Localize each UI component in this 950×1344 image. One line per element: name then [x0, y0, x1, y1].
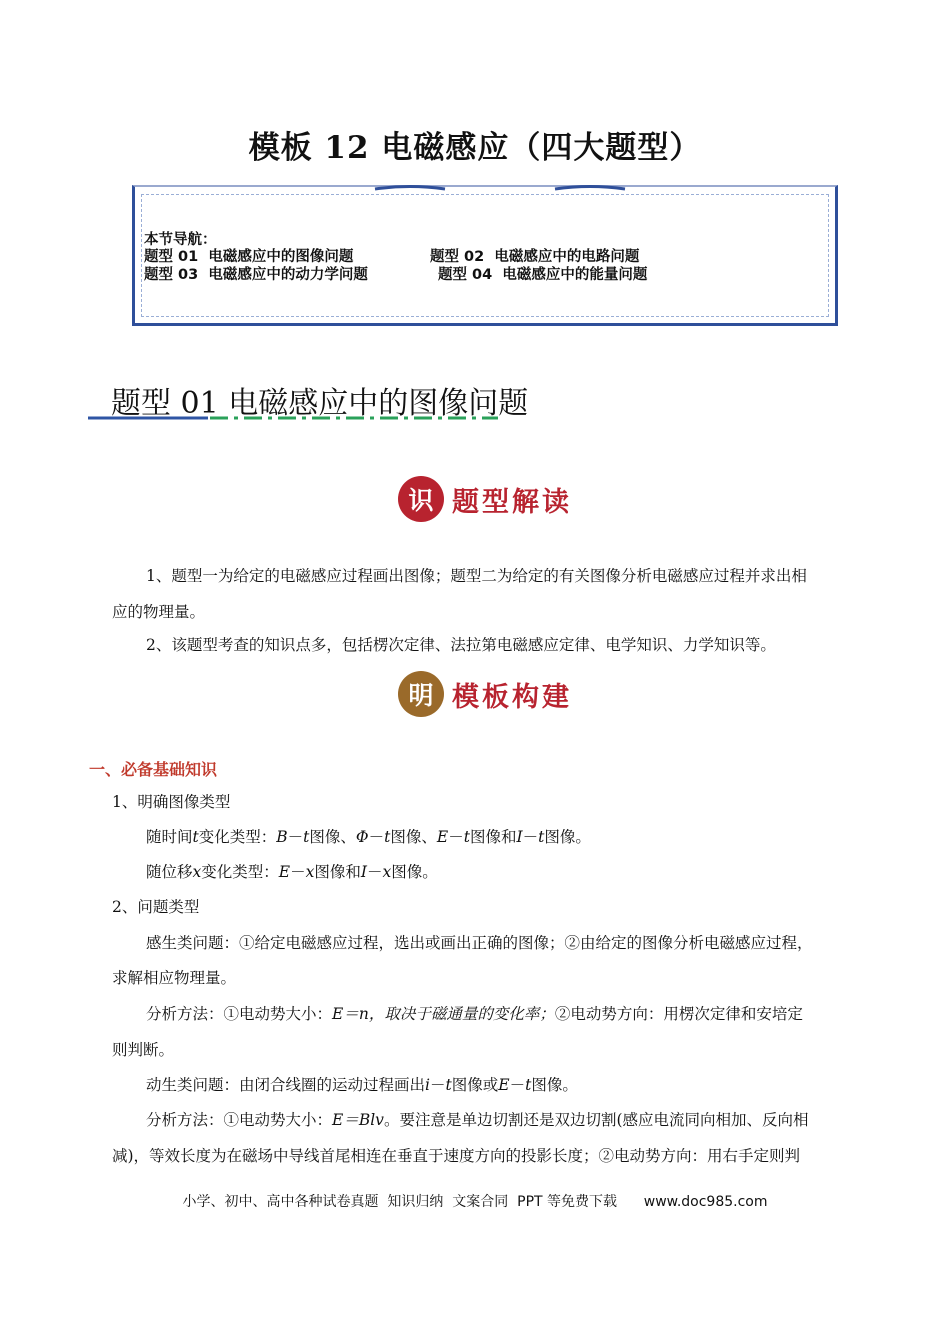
list-item-2: 2、问题类型 — [112, 898, 200, 916]
nav-top-decoration — [135, 184, 841, 192]
section-heading: 题型 01 电磁感应中的图像问题 — [111, 386, 529, 421]
interpret-paragraph-2: 2、该题型考查的知识点多，包括楞次定律、法拉第电磁感应定律、电学知识、力学知识等。 — [146, 636, 776, 654]
motional-problem-line: 动生类问题：由闭合线圈的运动过程画出i－t图像或E－t图像。 — [146, 1076, 578, 1094]
page-title: 模板 12 电磁感应（四大题型） — [248, 130, 702, 166]
method2-line-cont: 减)，等效长度为在磁场中导线首尾相连在垂直于速度方向的投影长度；②电动势方向：用右手定则判 — [112, 1147, 801, 1165]
badge-circle-icon: 明 — [398, 671, 444, 717]
footer-text: 小学、初中、高中各种试卷真题 知识归纳 文案合同 PPT 等免费下载 — [182, 1194, 618, 1210]
footer-link[interactable]: www.doc985.com — [643, 1194, 768, 1210]
badge-circle-icon: 识 — [398, 476, 444, 522]
nav-link-type03[interactable]: 题型 03 电磁感应中的动力学问题 — [144, 267, 368, 283]
interpret-paragraph-1-cont: 应的物理量。 — [112, 603, 206, 621]
section-heading-underline — [88, 413, 508, 423]
badge-template-construction — [398, 669, 572, 719]
nav-link-type02[interactable]: 题型 02 电磁感应中的电路问题 — [430, 249, 640, 265]
nav-heading: 本节导航： — [144, 232, 217, 248]
method2-line: 分析方法：①电动势大小：E＝Blv。要注意是单边切割还是双边切割(感应电流同向相加、反向相 — [146, 1111, 809, 1129]
section-nav-box — [132, 185, 838, 326]
induced-problem-line: 感生类问题：①给定电磁感应过程，选出或画出正确的图像；②由给定的图像分析电磁感应过程， — [146, 934, 813, 952]
badge-label: 模板构建 — [452, 681, 572, 713]
badge-label: 题型解读 — [452, 486, 572, 518]
page-footer — [0, 1191, 950, 1211]
method1-line: 分析方法：①电动势大小：E＝n，取决于磁通量的变化率；②电动势方向：用楞次定律和安培定 — [146, 1005, 803, 1023]
nav-link-type04[interactable]: 题型 04 电磁感应中的能量问题 — [438, 267, 648, 283]
displacement-type-line: 随位移x变化类型：E－x图像和I－x图像。 — [146, 863, 438, 881]
time-type-line: 随时间t变化类型：B－t图像、Φ－t图像、E－t图像和I－t图像。 — [146, 828, 591, 846]
nav-link-type01[interactable]: 题型 01 电磁感应中的图像问题 — [144, 249, 354, 265]
induced-problem-line-cont: 求解相应物理量。 — [112, 969, 237, 987]
knowledge-heading: 一、必备基础知识 — [89, 760, 218, 779]
interpret-paragraph-1: 1、题型一为给定的电磁感应过程画出图像；题型二为给定的有关图像分析电磁感应过程并求出相 — [146, 567, 807, 585]
method1-line-cont: 则判断。 — [112, 1041, 175, 1059]
list-item-1: 1、明确图像类型 — [112, 793, 231, 811]
badge-type-interpretation — [398, 474, 572, 524]
